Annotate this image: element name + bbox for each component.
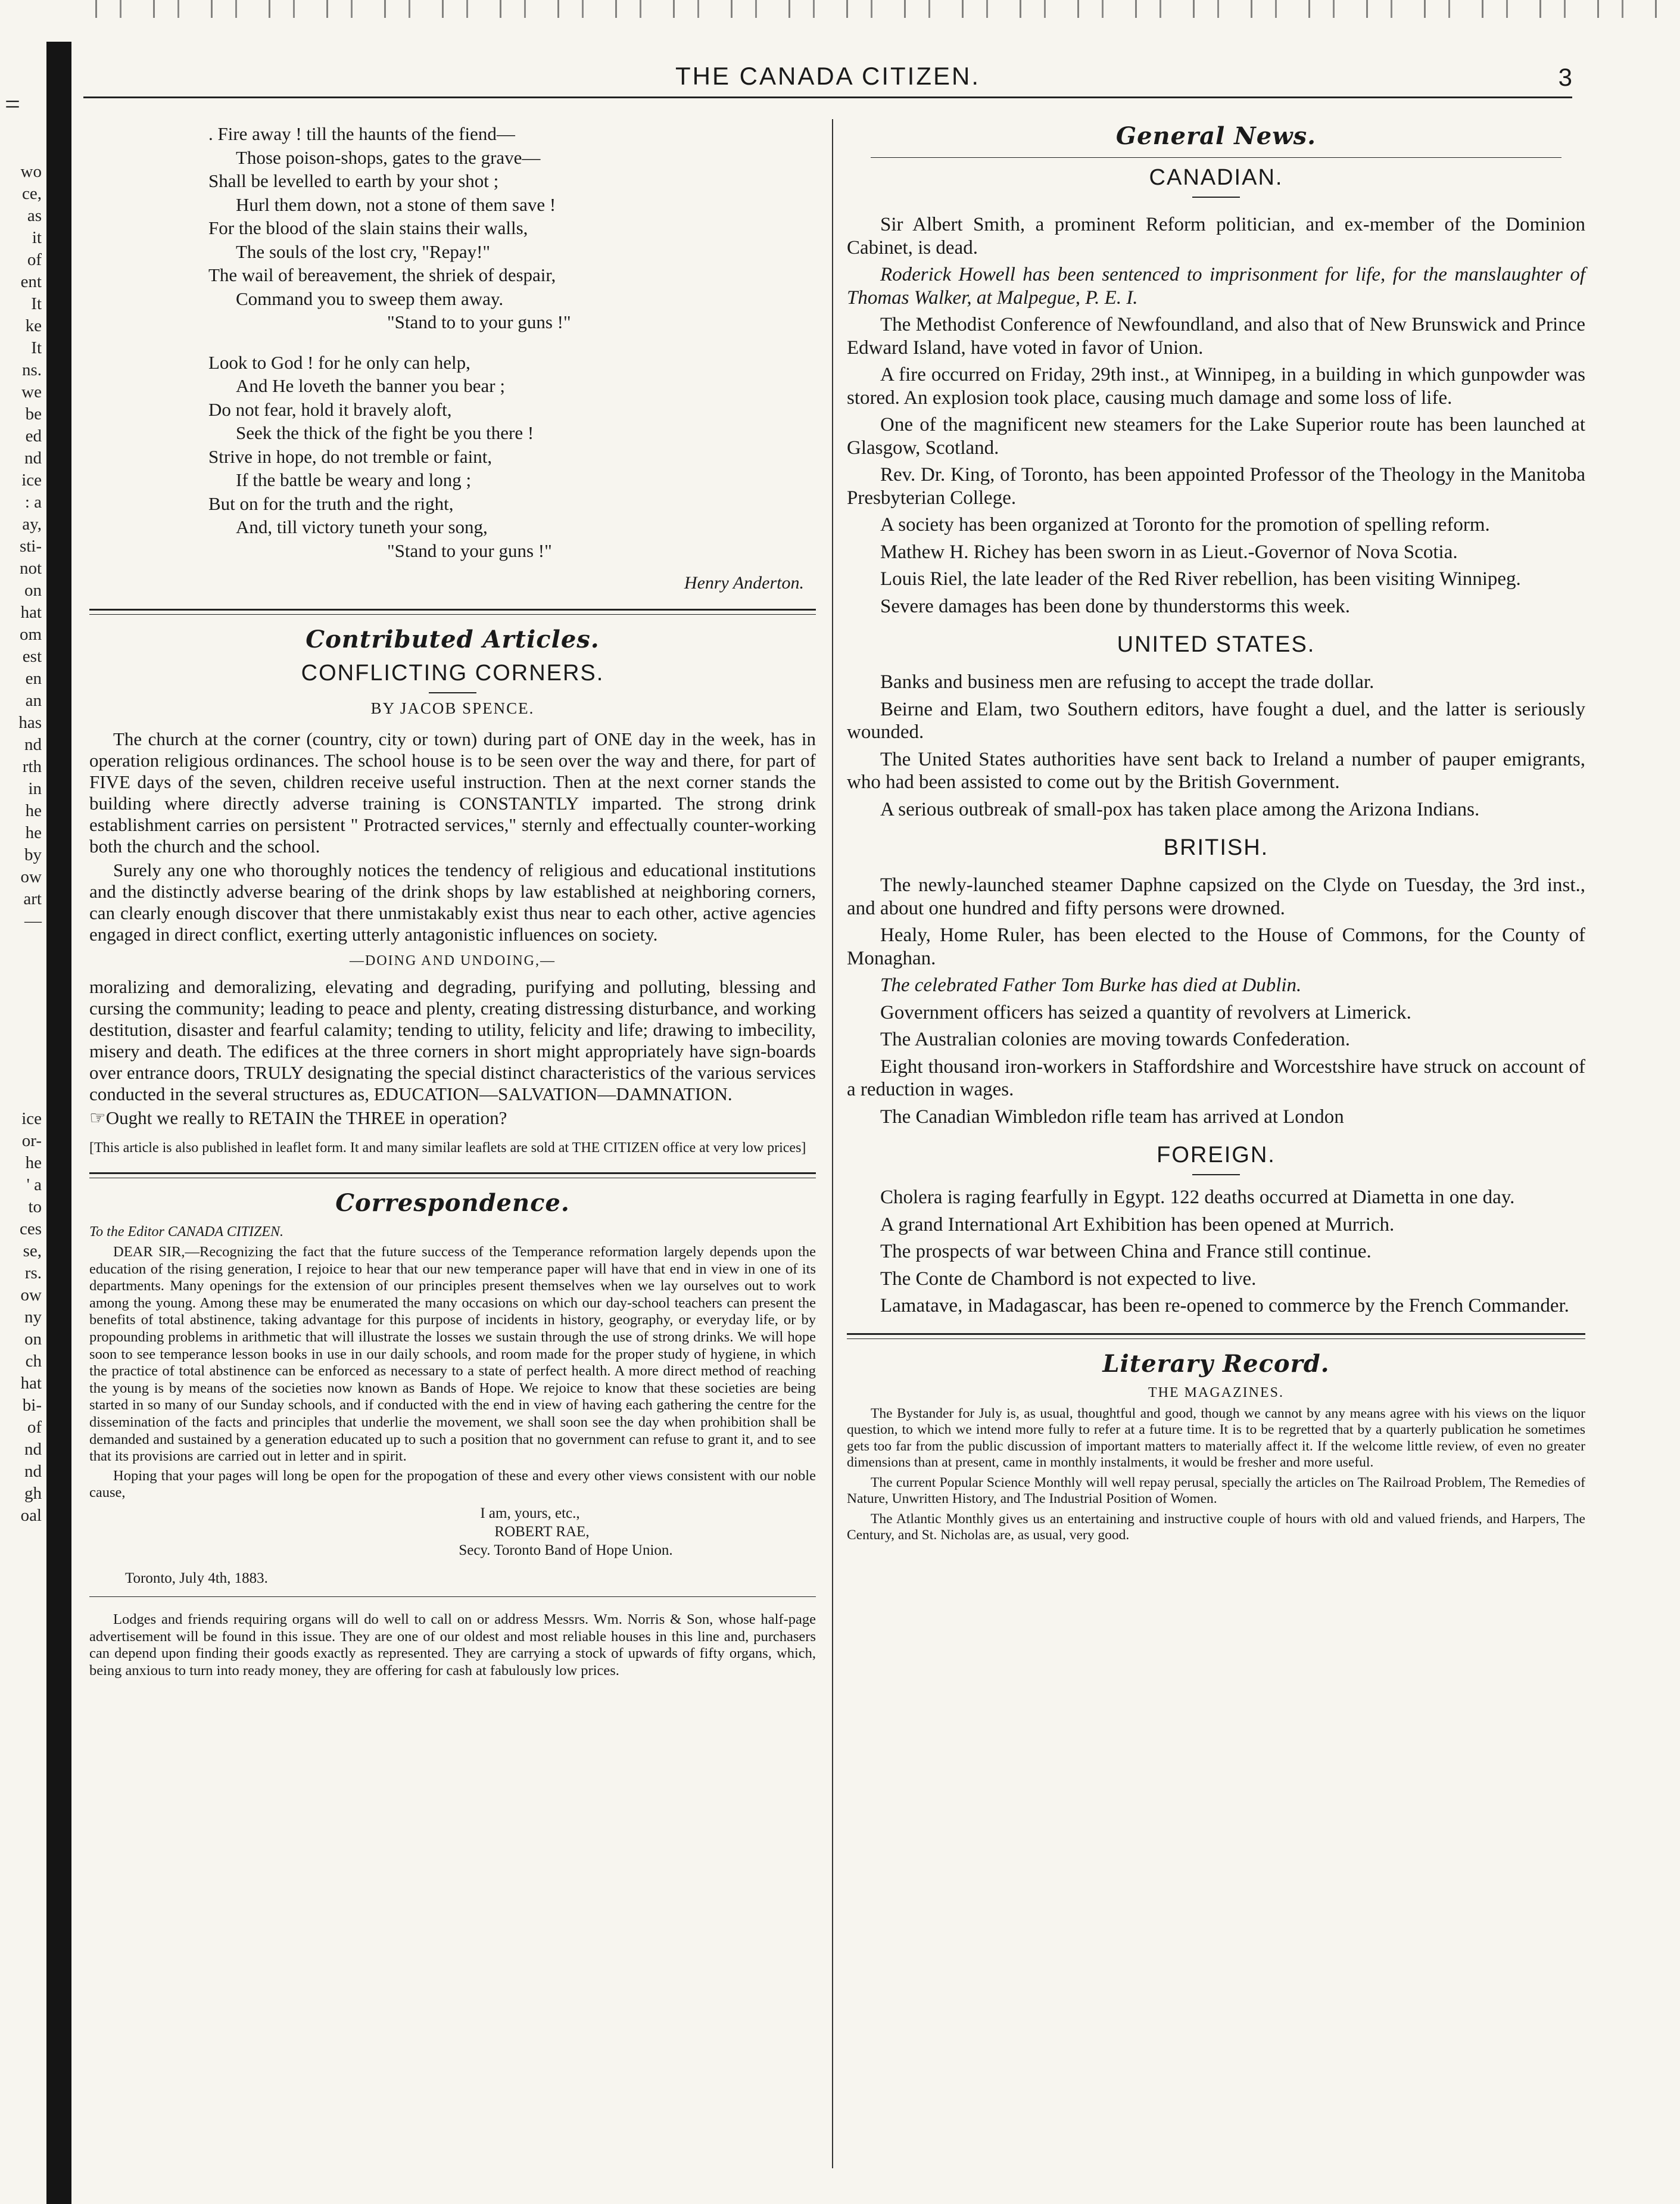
literary-paragraph: The Bystander for July is, as usual, thoughtful and good, though we cannot by any means agree with his views on the liquor question, to which we intend more fully to refer at a future time. It is to be regretted that by a quarterly publication he sometimes gets too far from the public discussion of important matters to materially affect it. If the welcome little review, of even no greater dimensions than at present, came in monthly instalments, it would be fresher and more useful.: [847, 1405, 1585, 1470]
margin-fragment: ke: [25, 316, 42, 335]
page-number: 3: [1558, 63, 1572, 91]
organ-notice: [89, 1611, 816, 1679]
news-us: [847, 671, 1585, 821]
header-rule: [83, 96, 1572, 98]
news-subhead-canadian: CANADIAN.: [1149, 165, 1283, 190]
section-double-rule: [847, 1333, 1585, 1339]
poem-author: Henry Anderton.: [684, 573, 804, 593]
margin-fragment: be: [25, 404, 42, 424]
margin-fragment: ent: [20, 272, 42, 291]
news-item: Healy, Home Ruler, has been elected to the House of Commons, for the County of Monaghan.: [847, 924, 1585, 969]
margin-fragment: nd: [24, 1440, 42, 1459]
margin-fragment: ow: [20, 867, 42, 886]
left-column: [89, 122, 816, 1682]
literary-paragraph: The current Popular Science Monthly will well repay perusal, specially the articles on The Railroad Problem, The Remedies of Nature, Unwritten History, and The Industrial Position of Women.: [847, 1474, 1585, 1506]
section-double-rule: [89, 609, 816, 615]
news-item: The United States authorities have sent back to Ireland a number of pauper emigrants, who had been assisted to come out by the British Government.: [847, 748, 1585, 793]
margin-fragment: of: [27, 1418, 42, 1437]
letter-paragraph: DEAR SIR,—Recognizing the fact that the future success of the Temperance reformation largely depends upon the education of the rising generation, I rejoice to hear that our new temperance paper will have that end in view in one of its departments. Many openings for the extension of our principles present themselves when we lay ourselves out to work among the young. Among these may be enumerated the many occasions on which our day-school teachers can present the benefits of total abstinence, taking advantage for this purpose of incidents in history, geography, or everyday life, or by propounding problems in arithmetic that will illustrate the losses we sustain through the use of strong drinks. We will hope soon to see temperance lesson books in use in our daily schools, and room made for the proper study of hygiene, in which the practice of total abstinence can be enforced as necessary to a state of perfect health. A more direct method of reaching the young is by means of the societies now known as Bands of Hope. We rejoice to know that these societies are being started in so many of our Sunday schools, and if conducted with the end in view of having each gathering the centre for the dissemination of the facts and principles that underlie the movement, we shall soon see the day when prohibition shall be demanded and sustained by a generation educated up to such a position that no government can refuse to grant it, and to see that its provisions are carried out in letter and in spirit.: [89, 1244, 816, 1465]
margin-fragment: it: [32, 228, 42, 247]
margin-fragment: hat: [20, 603, 42, 622]
margin-fragment: sti-: [19, 537, 42, 556]
poem-line: And He loveth the banner you bear ;: [236, 375, 505, 396]
news-british: [847, 874, 1585, 1128]
page-header: [83, 62, 1572, 98]
poem-line: Shall be levelled to earth by your shot ;: [208, 170, 499, 191]
news-item: The Canadian Wimbledon rifle team has arrived at London: [880, 1106, 1344, 1128]
margin-fragment: ay,: [22, 515, 42, 534]
margin-fragment: se,: [23, 1241, 42, 1260]
news-item: A grand International Art Exhibition has been opened at Murrich.: [880, 1213, 1395, 1235]
news-item: A society has been organized at Toronto for the promotion of spelling reform.: [880, 514, 1490, 536]
news-item: The Conte de Chambord is not expected to live.: [880, 1268, 1257, 1290]
margin-fragment: ny: [24, 1308, 42, 1327]
column-divider: [832, 119, 833, 2168]
margin-fragment: wo: [20, 162, 42, 181]
margin-fragment: has: [18, 713, 42, 732]
poem-stanza-1: [208, 122, 816, 334]
margin-fragment: or-: [21, 1131, 42, 1150]
margin-fragment: —: [24, 911, 42, 930]
poem-line: Strive in hope, do not tremble or faint,: [208, 446, 493, 467]
news-item: A fire occurred on Friday, 29th inst., at Winnipeg, in a building in which gunpowder was stored. An explosion took place, causing much damage and some loss of life.: [847, 364, 1585, 409]
margin-fragment: as: [27, 206, 42, 225]
margin-tick-mark: =: [5, 89, 20, 119]
news-item: Banks and business men are refusing to accept the trade dollar.: [880, 671, 1374, 693]
margin-fragment: om: [19, 625, 42, 644]
notice-paragraph: Lodges and friends requiring organs will do well to call on or address Messrs. Wm. Norris & Son, whose half-page advertisement will be found in this issue. They are one of our oldest and most reliable houses in this line and, purchasers can depend upon finding their goods exactly as represented. They are carrying a stock of upwards of fifty organs, which, being anxious to turn into ready money, they are offering for cash at fabulously low prices.: [89, 1611, 816, 1679]
margin-fragment: we: [21, 382, 42, 401]
poem-line: Do not fear, hold it bravely aloft,: [208, 399, 452, 420]
margin-fragment: It: [31, 338, 42, 357]
poem: [208, 122, 816, 562]
margin-fragment: ce,: [22, 184, 42, 203]
letter-salutation: To the Editor CANADA CITIZEN.: [89, 1224, 284, 1240]
margin-fragment: : a: [24, 493, 42, 512]
letter-paragraph: Hoping that your pages will long be open for the propogation of these and every other views consistent with our noble cause,: [89, 1467, 816, 1501]
margin-fragment: not: [19, 559, 42, 578]
letter-signer: ROBERT RAE,: [494, 1523, 590, 1540]
margin-fragment: gh: [24, 1484, 42, 1503]
margin-fragment: hat: [20, 1374, 42, 1393]
news-subhead-us: UNITED STATES.: [1117, 632, 1316, 657]
news-item: A serious outbreak of small-pox has taken place among the Arizona Indians.: [880, 798, 1480, 820]
letter-closing: [89, 1504, 816, 1559]
letter-body: [89, 1244, 816, 1502]
poem-stanza-2: [208, 351, 816, 563]
poem-line: If the battle be weary and long ;: [236, 469, 472, 490]
letter-closing-line: I am, yours, etc.,: [480, 1505, 580, 1521]
page-binding-shadow: [46, 42, 71, 2204]
margin-fragment: bi-: [22, 1396, 42, 1415]
poem-line: . Fire away ! till the haunts of the fiend—: [208, 123, 515, 144]
news-item: Roderick Howell has been sentenced to imprisonment for life, for the manslaughter of Thomas Walker, at Malpegue, P. E. I.: [847, 264, 1585, 309]
news-subhead-british: BRITISH.: [1163, 835, 1269, 860]
section-heading-contributed: Contributed Articles.: [306, 625, 600, 653]
short-rule: [1192, 197, 1240, 198]
poem-line: Command you to sweep them away.: [236, 288, 504, 309]
margin-fragment: he: [25, 801, 42, 820]
margin-fragment: It: [31, 294, 42, 313]
poem-line: But on for the truth and the right,: [208, 493, 454, 514]
poem-line: Hurl them down, not a stone of them save !: [236, 194, 556, 215]
news-item: The Australian colonies are moving towards Confederation.: [880, 1029, 1351, 1050]
article-paragraph: Surely any one who thoroughly notices the tendency of religious and educational institutions and the distinctly adverse bearing of the drink shops by law established at neighboring corners, can clearly enough discover that there unmistakably exist thus near to each other, active agencies engaged in direct conflict, exerting utterly antagonistic influences on society.: [89, 860, 816, 945]
margin-fragment: ns.: [21, 360, 42, 379]
news-item: Beirne and Elam, two Southern editors, have fought a duel, and the latter is seriously wounded.: [847, 698, 1585, 743]
margin-fragment: to: [28, 1197, 42, 1216]
poem-line: Look to God ! for he only can help,: [208, 351, 470, 373]
margin-fragment: ' a: [26, 1175, 42, 1194]
article-body: [89, 729, 816, 1129]
margin-fragment: ice: [21, 471, 42, 490]
article-note: [This article is also published in leaflet form. It and many similar leaflets are sold at THE CITIZEN office at very low prices]: [89, 1140, 806, 1156]
news-item: Rev. Dr. King, of Toronto, has been appointed Professor of the Theology in the Manitoba Presbyterian College.: [847, 464, 1585, 509]
news-item: The prospects of war between China and France still continue.: [880, 1241, 1372, 1262]
left-margin-fragments: [0, 161, 42, 932]
margin-fragment: ces: [19, 1219, 42, 1238]
news-item: Cholera is raging fearfully in Egypt. 122 deaths occurred at Diametta in one day.: [880, 1187, 1515, 1208]
left-margin-fragments-lower: [0, 1108, 42, 1527]
news-item: One of the magnificent new steamers for the Lake Superior route has been launched at Glasgow, Scotland.: [847, 414, 1585, 459]
article-paragraph: The church at the corner (country, city or town) during part of ONE day in the week, has in operation religious ordinances. The school house is to be seen over the way and there, for part of FIVE days of the seven, children receive useful instruction. Then at the next corner stands the building where directly adverse training is CONSTANTLY imparted. The strong drink establishment carries on persistent " Protracted services," sternly and effectually counter-working both the church and the school.: [89, 729, 816, 857]
margin-fragment: nd: [24, 1462, 42, 1481]
margin-fragment: ch: [25, 1352, 42, 1371]
poem-line: And, till victory tuneth your song,: [236, 516, 488, 537]
section-heading-general-news: General News.: [1115, 122, 1317, 150]
margin-fragment: in: [28, 779, 42, 798]
literary-paragraph: The Atlantic Monthly gives us an entertaining and instructive couple of hours with old and valued friends, and Harpers, The Century, and St. Nicholas are, as usual, very good.: [847, 1511, 1585, 1543]
margin-fragment: an: [25, 691, 42, 710]
news-item: Government officers has seized a quantity of revolvers at Limerick.: [880, 1001, 1411, 1023]
poem-line: Seek the thick of the fight be you there !: [236, 422, 534, 443]
news-item: Mathew H. Richey has been sworn in as Lieut.-Governor of Nova Scotia.: [880, 541, 1458, 563]
poem-line: Those poison-shops, gates to the grave—: [236, 147, 541, 168]
short-rule: [1192, 1174, 1240, 1175]
newspaper-title: THE CANADA CITIZEN.: [675, 62, 981, 90]
news-canadian: [847, 213, 1585, 618]
top-edge-noise: [95, 0, 1667, 18]
section-heading-correspondence: Correspondence.: [335, 1189, 570, 1217]
article-paragraph: moralizing and demoralizing, elevating and degrading, purifying and polluting, blessing and cursing the community; leading to peace and plenty, creating distressing disturbance, and working destitution, disaster and fearful calamity; tending to utility, felicity and life; drawing to imbecility, misery and death. The edifices at the three corners in short might appropriately have sign-boards over entrance doors, TRULY designating the special distinct characteristics of the various services conducted in the several structures as, EDUCATION—SALVATION—DAMNATION.: [89, 976, 816, 1104]
margin-fragment: art: [23, 889, 42, 908]
margin-fragment: of: [27, 250, 42, 269]
article-byline: BY JACOB SPENCE.: [370, 699, 535, 717]
short-rule: [429, 692, 476, 693]
news-foreign: [847, 1186, 1585, 1318]
right-column: [847, 122, 1585, 1548]
margin-fragment: nd: [24, 449, 42, 468]
news-item: Eight thousand iron-workers in Staffordshire and Worcestshire have struck on account of a reduction in wages.: [847, 1056, 1585, 1100]
article-closing-question: ☞Ought we really to RETAIN the THREE in operation?: [89, 1107, 507, 1128]
section-heading-literary: Literary Record.: [1102, 1349, 1330, 1378]
margin-fragment: nd: [24, 735, 42, 754]
thin-rule: [871, 157, 1561, 158]
poem-line: For the blood of the slain stains their walls,: [208, 217, 528, 238]
news-item: The Methodist Conference of Newfoundland, and also that of New Brunswick and Prince Edward Island, have voted in favor of Union.: [847, 314, 1585, 359]
letter-dateline: Toronto, July 4th, 1883.: [125, 1570, 268, 1586]
margin-fragment: on: [24, 581, 42, 600]
margin-fragment: ow: [20, 1285, 42, 1305]
poem-line: The souls of the lost cry, "Repay!": [236, 241, 491, 262]
margin-fragment: he: [25, 823, 42, 842]
literary-body: [847, 1406, 1585, 1544]
article-title: CONFLICTING CORNERS.: [301, 661, 604, 686]
news-item: Sir Albert Smith, a prominent Reform politician, and ex-member of the Dominion Cabinet, is dead.: [847, 214, 1585, 259]
margin-fragment: rth: [22, 757, 42, 776]
margin-fragment: rs.: [24, 1263, 42, 1282]
news-subhead-foreign: FOREIGN.: [1157, 1143, 1276, 1168]
article-subhead: —DOING AND UNDOING,—: [350, 953, 556, 969]
margin-fragment: est: [22, 647, 42, 666]
margin-fragment: by: [24, 845, 42, 864]
poem-line: The wail of bereavement, the shriek of despair,: [208, 264, 556, 285]
news-item: The newly-launched steamer Daphne capsized on the Clyde on Tuesday, the 3rd inst., and about one hundred and fifty persons were drowned.: [847, 874, 1585, 919]
section-double-rule: [89, 1172, 816, 1178]
margin-fragment: en: [25, 669, 42, 688]
letter-signer-title: Secy. Toronto Band of Hope Union.: [459, 1542, 673, 1558]
margin-fragment: ice: [21, 1109, 42, 1128]
news-item: Severe damages has been done by thunderstorms this week.: [880, 595, 1351, 617]
news-item: Louis Riel, the late leader of the Red River rebellion, has been visiting Winnipeg.: [880, 568, 1521, 590]
poem-refrain: "Stand to your guns !": [387, 540, 552, 561]
news-item: Lamatave, in Madagascar, has been re-opened to commerce by the French Commander.: [880, 1295, 1569, 1316]
margin-fragment: ed: [25, 427, 42, 446]
thin-rule: [89, 1596, 816, 1597]
news-item: The celebrated Father Tom Burke has died at Dublin.: [880, 975, 1302, 996]
margin-fragment: oal: [20, 1506, 42, 1525]
margin-fragment: he: [25, 1153, 42, 1172]
literary-subhead: THE MAGAZINES.: [1148, 1384, 1284, 1400]
margin-fragment: on: [24, 1330, 42, 1349]
poem-refrain: "Stand to to your guns !": [387, 312, 571, 332]
